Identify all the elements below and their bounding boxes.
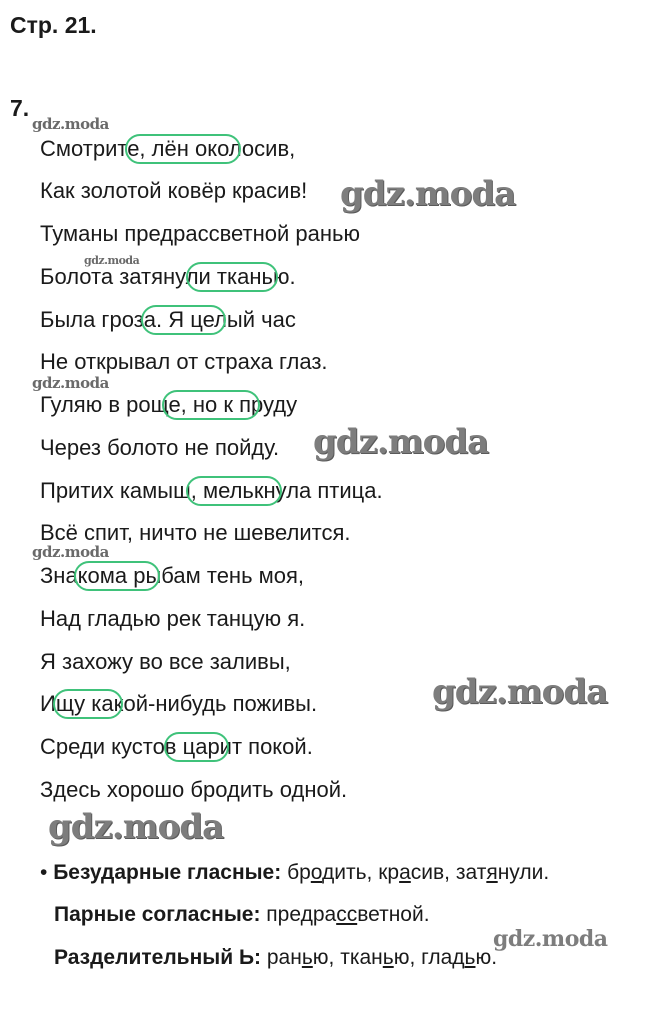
- poem-line: Среди кустов царит покой.: [40, 734, 313, 759]
- bullet: •: [40, 861, 48, 884]
- summary-label: Безударные гласные:: [53, 861, 282, 884]
- poem-line: Туманы предрассветной ранью: [40, 221, 360, 246]
- word-mark-circle: [141, 305, 226, 335]
- poem-line: Как золотой ковёр красив!: [40, 178, 308, 203]
- word-mark-circle: [53, 689, 123, 719]
- watermark: gdz.moda: [32, 543, 109, 561]
- watermark: gdz.moda: [48, 807, 224, 847]
- example-word: гладью.: [421, 946, 498, 969]
- watermark: gdz.moda: [432, 672, 608, 712]
- exercise-number: 7.: [10, 95, 30, 121]
- word-mark-circle: [125, 134, 241, 164]
- poem-line: Смотрите, лён околосив,: [40, 136, 296, 161]
- poem-line: Знакома рыбам тень моя,: [40, 563, 305, 588]
- example-word: предрассветной.: [266, 903, 430, 926]
- word-mark-circle: [162, 390, 260, 420]
- poem-line: Была гроза. Я целый час: [40, 307, 296, 332]
- example-word: затянули.: [455, 861, 550, 884]
- poem-line: Притих камыш, мелькнула птица.: [40, 478, 383, 503]
- poem-line: Не открывал от страха глаз.: [40, 349, 328, 374]
- poem-line: Болота затянули тканью.: [40, 264, 296, 289]
- poem-line: Над гладью рек танцую я.: [40, 606, 306, 631]
- poem-line: Ищу какой-нибудь поживы.: [40, 691, 318, 716]
- watermark: gdz.moda: [84, 254, 140, 267]
- poem-line: Всё спит, ничто не шевелится.: [40, 520, 351, 545]
- example-word: бродить,: [287, 861, 379, 884]
- example-word: тканью,: [340, 946, 422, 969]
- poem-line: Гуляю в роще, но к пруду: [40, 392, 298, 417]
- watermark: gdz.moda: [493, 926, 608, 952]
- summary-paired: [54, 903, 430, 927]
- watermark: gdz.moda: [32, 115, 109, 133]
- poem-line: Я захожу во все заливы,: [40, 649, 291, 674]
- summary-soft-sign: [54, 946, 497, 970]
- word-mark-circle: [164, 732, 229, 762]
- poem-line: Через болото не пойду.: [40, 435, 280, 460]
- summary-unstressed: [40, 861, 549, 885]
- example-word: ранью,: [266, 946, 341, 969]
- page-label: Стр. 21.: [10, 12, 97, 38]
- word-mark-circle: [186, 262, 278, 292]
- summary-label: Парные согласные:: [54, 903, 261, 926]
- summary-label: Разделительный Ь:: [54, 946, 262, 969]
- poem-line: Здесь хорошо бродить одной.: [40, 777, 348, 802]
- watermark: gdz.moda: [313, 422, 489, 462]
- example-word: красив,: [378, 861, 456, 884]
- word-mark-circle: [186, 476, 282, 506]
- watermark: gdz.moda: [32, 374, 109, 392]
- word-mark-circle: [74, 561, 160, 591]
- watermark: gdz.moda: [340, 174, 516, 214]
